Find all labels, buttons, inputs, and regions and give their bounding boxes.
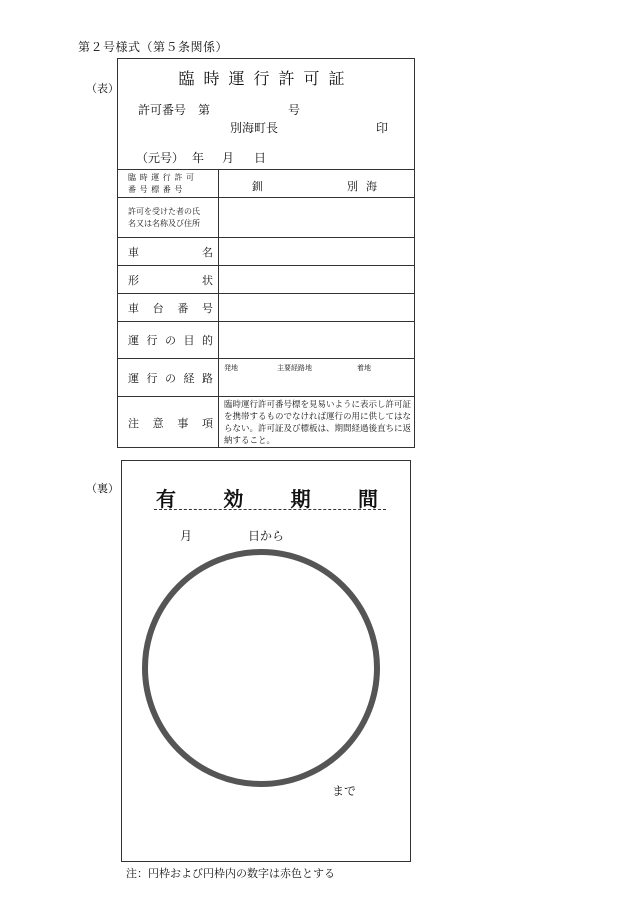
validity-title-char-3: 期 — [290, 487, 311, 511]
plate-label-line1: 臨時運行許可 — [128, 172, 198, 182]
label-char: の — [165, 334, 176, 347]
label-char: 注 — [128, 416, 139, 430]
valid-month: 月 — [180, 529, 193, 543]
plate-kushiro: 釧 — [252, 180, 263, 193]
purpose-label — [118, 322, 219, 358]
label-char: 行 — [146, 334, 158, 347]
footnote: 注：円枠および円枠内の数字は赤色とする — [126, 867, 335, 880]
purpose-text — [128, 332, 213, 348]
shape-row — [118, 266, 414, 294]
day-label: 日 — [254, 151, 267, 165]
title-dashed-line — [154, 509, 386, 510]
car-name-text — [128, 244, 213, 260]
valid-from: 日から — [248, 529, 285, 543]
purpose-value — [219, 322, 414, 358]
chassis-label — [118, 294, 219, 321]
permit-number-suffix: 号 — [288, 103, 301, 117]
label-char: 的 — [202, 334, 213, 347]
chassis-row — [118, 294, 414, 322]
seal-mark: 印 — [376, 121, 389, 135]
front-side-tag: （表） — [86, 82, 119, 95]
permit-back-card — [121, 460, 411, 862]
route-label — [118, 359, 219, 396]
month-label: 月 — [222, 151, 235, 165]
valid-until: まで — [332, 784, 357, 798]
route-to: 着地 — [357, 364, 371, 372]
plate-number-value — [219, 170, 414, 197]
shape-label — [118, 266, 219, 293]
label-char: 号 — [201, 301, 213, 315]
validity-title-char-2: 効 — [223, 487, 244, 511]
route-value — [219, 359, 414, 396]
caution-text-label — [128, 415, 213, 431]
shape-value — [219, 266, 414, 293]
chassis-text — [128, 300, 213, 316]
holder-label-line2: 名又は名称及び住所 — [128, 218, 200, 228]
label-char: 運 — [128, 334, 139, 347]
permit-number-label: 許可番号 第 — [138, 103, 211, 117]
caution-label — [118, 397, 219, 448]
car-name-label — [118, 238, 219, 265]
label-char: 事 — [177, 416, 189, 430]
permit-front-card — [117, 58, 415, 448]
holder-label-line1: 許可を受けた者の氏 — [128, 206, 200, 216]
year-label: 年 — [192, 151, 205, 165]
back-side-tag: （裏） — [86, 482, 119, 495]
permit-title: 臨時運行許可証 — [178, 69, 354, 88]
chassis-value — [219, 294, 414, 321]
plate-number-label — [118, 170, 219, 197]
route-text — [128, 370, 213, 386]
label-char: 台 — [152, 301, 164, 315]
era-label: （元号） — [136, 151, 185, 165]
label-char: 路 — [202, 371, 213, 385]
label-char: の — [165, 371, 176, 385]
label-char: 目 — [183, 334, 195, 347]
plate-number-row — [118, 170, 414, 198]
holder-row — [118, 198, 414, 238]
validity-circle — [142, 549, 380, 787]
label-char: 番 — [177, 301, 189, 315]
validity-title — [156, 483, 378, 512]
validity-title-char-1: 有 — [156, 487, 176, 511]
label-char: 運 — [128, 371, 139, 385]
label-char: 車 — [128, 245, 139, 259]
label-char: 項 — [201, 416, 213, 430]
caution-note: 臨時運行許可番号標を見易いように表示し許可証を携帯するものでなければ運行の用に供してはならない。許可証及び標板は、期間経過後直ちに返納すること。 — [224, 400, 412, 446]
label-char: 経 — [183, 371, 195, 385]
label-char: 名 — [202, 245, 213, 259]
route-via: 主要経路地 — [277, 364, 312, 372]
permit-header — [118, 59, 414, 170]
car-name-value — [219, 238, 414, 265]
holder-value — [219, 198, 414, 237]
label-char: 形 — [128, 273, 139, 287]
validity-title-char-4: 間 — [357, 487, 378, 511]
label-char: 意 — [152, 416, 164, 430]
caution-value — [219, 397, 414, 448]
plate-betsukai: 別海 — [347, 180, 385, 193]
plate-label-line2: 番号標番号 — [128, 184, 186, 194]
route-row — [118, 359, 414, 397]
issuer-mayor: 別海町長 — [230, 121, 279, 135]
label-char: 状 — [202, 273, 213, 287]
caution-row — [118, 397, 414, 448]
route-from: 発地 — [224, 364, 238, 372]
holder-label — [118, 198, 219, 237]
label-char: 車 — [128, 301, 139, 315]
label-char: 行 — [146, 371, 158, 385]
shape-text — [128, 272, 213, 288]
form-number: 第２号様式（第５条関係） — [78, 40, 229, 54]
purpose-row — [118, 322, 414, 359]
car-name-row — [118, 238, 414, 266]
